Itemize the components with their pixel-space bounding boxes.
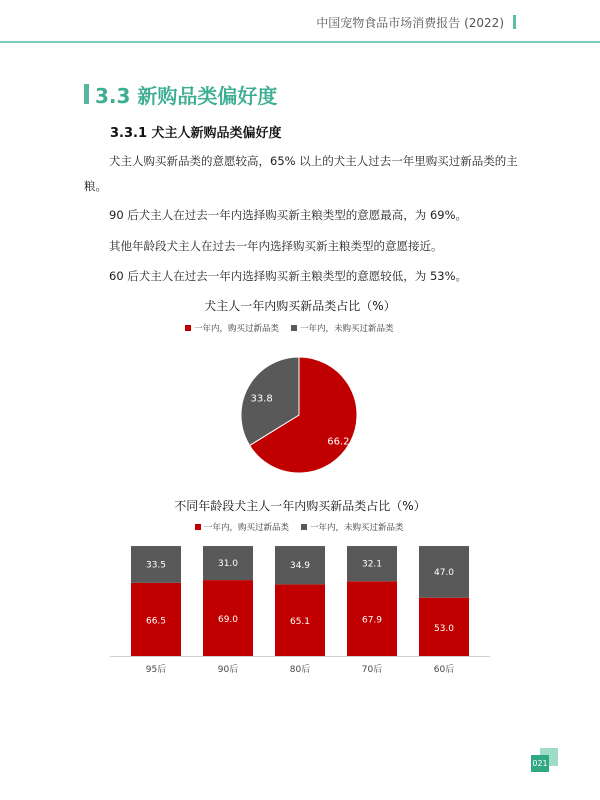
pie-label-bought: 66.2	[327, 436, 350, 448]
legend-swatch-red	[195, 524, 201, 530]
header-accent-bar	[513, 15, 516, 29]
header-divider	[0, 41, 600, 43]
bar-legend	[195, 521, 416, 533]
pie-legend-item-not-bought	[291, 322, 394, 334]
legend-swatch-gray	[291, 325, 297, 331]
pie-label-not-bought: 33.8	[250, 393, 273, 405]
stacked-bar-chart	[110, 538, 490, 678]
bar-chart-title: 不同年龄段犬主人一年内购买新品类占比（%）	[174, 499, 426, 513]
bar-label-bought: 66.5	[145, 616, 167, 627]
bar-category-label: 90后	[217, 665, 239, 675]
bar-legend-item-bought	[195, 521, 289, 533]
legend-swatch-red	[185, 325, 191, 331]
pie-legend-label-bought: 一年内，购买过新品类	[194, 324, 280, 334]
legend-swatch-gray	[301, 524, 307, 530]
page-number: 021	[531, 755, 549, 772]
bar-category-label: 80后	[289, 665, 311, 675]
bar-category-label: 60后	[433, 665, 455, 675]
bar-label-not-bought: 32.1	[361, 559, 383, 570]
bar-label-bought: 67.9	[361, 615, 383, 626]
pie-chart-title: 犬主人一年内购买新品类占比（%）	[204, 299, 396, 313]
bar-legend-label-not-bought: 一年内，未购买过新品类	[310, 523, 404, 533]
bar-label-not-bought: 34.9	[289, 561, 311, 572]
pie-legend-label-not-bought: 一年内，未购买过新品类	[300, 324, 394, 334]
bar-category-label: 70后	[361, 665, 383, 675]
paragraph-3: 其他年龄段犬主人在过去一年内选择购买新主粮类型的意愿接近。	[109, 239, 443, 253]
paragraph-2: 90 后犬主人在过去一年内选择购买新主粮类型的意愿最高，为 69%。	[109, 208, 468, 222]
bar-label-bought: 69.0	[217, 615, 239, 626]
bar-label-not-bought: 47.0	[433, 567, 455, 578]
pie-legend	[185, 322, 406, 334]
paragraph-4: 60 后犬主人在过去一年内选择购买新主粮类型的意愿较低，为 53%。	[109, 269, 468, 283]
bar-label-bought: 53.0	[433, 623, 455, 634]
bar-category-label: 95后	[145, 665, 167, 675]
bar-label-bought: 65.1	[289, 617, 311, 628]
bar-label-not-bought: 33.5	[145, 560, 167, 571]
report-title: 中国宠物食品市场消费报告 (2022)	[316, 16, 504, 30]
bar-legend-label-bought: 一年内，购买过新品类	[204, 523, 290, 533]
bar-legend-item-not-bought	[301, 521, 404, 533]
bar-label-not-bought: 31.0	[217, 559, 239, 570]
pie-legend-item-bought	[185, 322, 279, 334]
section-marker	[84, 84, 89, 104]
section-title: 3.3 新购品类偏好度	[95, 84, 278, 108]
pie-chart	[235, 350, 375, 480]
paragraph-1: 犬主人购买新品类的意愿较高，65% 以上的犬主人过去一年里购买过新品类的主粮。	[84, 154, 518, 193]
subsection-title: 3.3.1 犬主人新购品类偏好度	[110, 126, 282, 141]
